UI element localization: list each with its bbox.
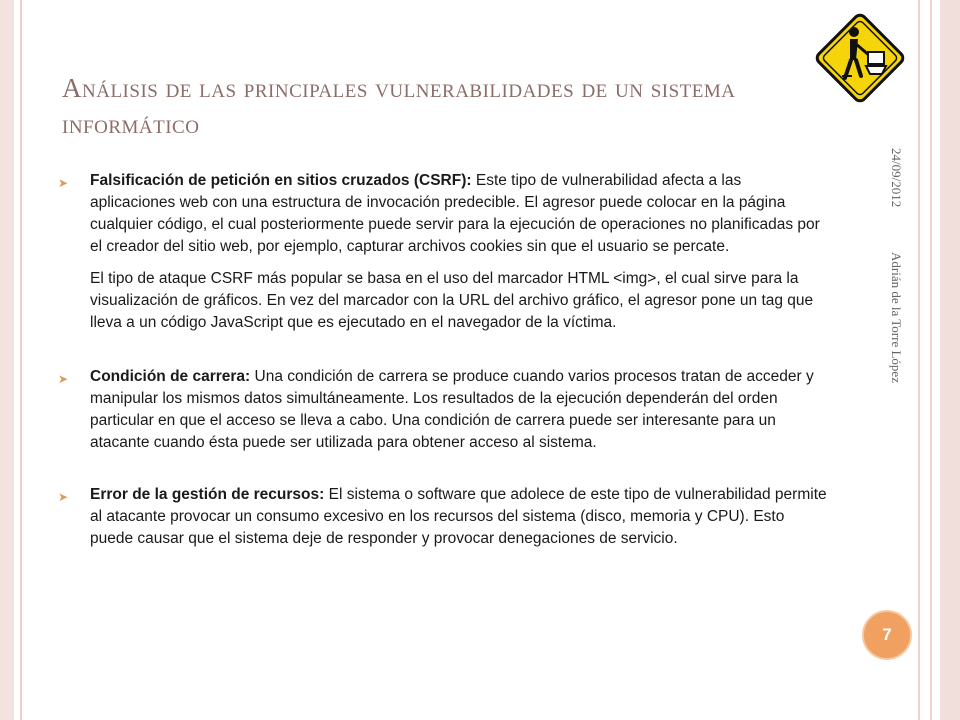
slide-content	[58, 170, 828, 550]
item-heading: Condición de carrera:	[90, 368, 251, 385]
arrow-bullet-icon: ➤	[58, 490, 69, 504]
item-text: El sistema o software que adolece de este tipo de vulnerabilidad permite al atacante provocar un consumo excesivo en los recursos del sistema (disco, memoria y CPU). Esto puede causar que el sistema deje de responder y provocar denegaciones de servicio.	[90, 486, 827, 547]
construction-worker-sign-icon	[806, 4, 914, 112]
csrf-paragraph: El tipo de ataque CSRF más popular se basa en el uso del marcador HTML <img>, el cual sirve para la visualización de gráficos. En vez del marcador con la URL del archivo gráfico, el agresor pone un tag que lleva a un código JavaScript que es ejecutado en el navegador de la víctima.	[90, 270, 814, 331]
slide-date: 24/09/2012	[889, 148, 904, 208]
item-heading: Error de la gestión de recursos:	[90, 486, 325, 503]
list-item	[58, 170, 828, 258]
item-text: Este tipo de vulnerabilidad afecta a las aplicaciones web con una estructura de invocación predecible. El agresor puede colocar en la página cualquier código, el cual posteriormente puede servir para la ejecución de operaciones no planificadas por el creador del sitio web, por ejemplo, capturar archivos cookies sin que el usuario se percate.	[90, 172, 820, 255]
slide-author: Adrián de la Torre López	[889, 252, 904, 383]
right-border-line-b	[930, 0, 932, 720]
left-border-bar	[0, 0, 14, 720]
list-item	[58, 366, 828, 454]
page-number-badge: 7	[862, 610, 912, 660]
right-border-line-a	[918, 0, 920, 720]
list-item	[58, 484, 828, 550]
arrow-bullet-icon: ➤	[58, 372, 69, 386]
left-border-line	[20, 0, 22, 720]
slide-title: Análisis de las principales vulnerabilidades de un sistema informático	[62, 73, 736, 139]
arrow-bullet-icon: ➤	[58, 176, 69, 190]
item-text: Una condición de carrera se produce cuando varios procesos tratan de acceder y manipular los mismos datos simultáneamente. Los resultados de la ejecución dependerán del orden particular en que el acceso se lleva a cabo. Una condición de carrera puede ser interesante para un atacante cuando ésta puede ser utilizada para obtener acceso al sistema.	[90, 368, 814, 451]
item-heading: Falsificación de petición en sitios cruzados (CSRF):	[90, 172, 472, 189]
right-border-bar	[940, 0, 960, 720]
